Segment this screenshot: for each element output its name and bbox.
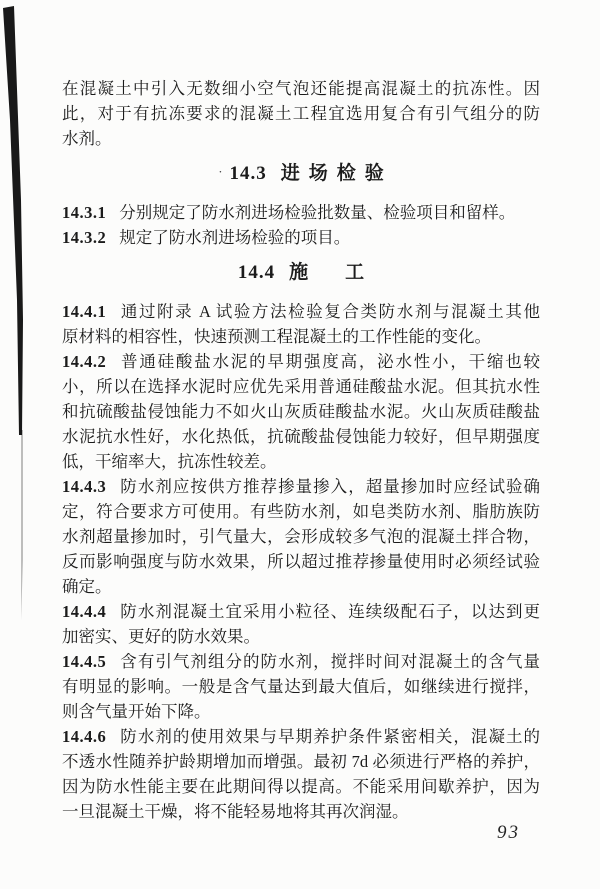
text-line — [62, 799, 540, 824]
clause-text: 原材料的相容性，快速预测工程混凝土的工作性能的变化。 — [62, 327, 491, 346]
section-heading — [62, 161, 540, 186]
clause-text: 此，对于有抗冻要求的混凝土工程宜选用复合有引气组分的防 — [62, 104, 540, 123]
clause-number: 14.4.1 — [62, 302, 107, 321]
text-line — [62, 126, 540, 151]
text-line — [62, 649, 540, 674]
clause-number: 14.4.3 — [62, 477, 107, 496]
clause-text: 防水剂的使用效果与早期养护条件紧密相关，混凝土的 — [119, 727, 540, 746]
clause-text: 反而影响强度与防水效果，所以超过推荐掺量使用时必须经试验 — [62, 552, 540, 571]
clause-text: 水剂超量掺加时，引气量大，会形成较多气泡的混凝土拌合物， — [62, 527, 540, 546]
text-line — [62, 749, 540, 774]
scan-dot-artifact: · — [218, 164, 223, 179]
scan-streak-shape — [3, 6, 23, 435]
section-title: 施 工 — [289, 262, 374, 283]
clause-number: 14.3.2 — [62, 228, 107, 247]
section-title: 进场检验 — [280, 163, 393, 184]
clause-text: 有明显的影响。一般是含气量达到最大值后，如继续进行搅拌， — [62, 677, 540, 696]
clause-text: 防水剂混凝土宜采用小粒径、连续级配石子，以达到更 — [119, 602, 540, 621]
text-line — [62, 474, 540, 499]
clause-text: 防水剂应按供方推荐掺量掺入，超量掺加时应经试验确 — [119, 477, 540, 496]
scan-binding-artifact — [0, 0, 30, 650]
text-line — [62, 225, 540, 250]
clause-number: 14.4.5 — [62, 652, 107, 671]
clause-number: 14.4.6 — [62, 727, 107, 746]
text-line — [62, 499, 540, 524]
clause-text: 普通硅酸盐水泥的早期强度高，泌水性小，干缩也较 — [119, 352, 540, 371]
clause-text: 含有引气剂组分的防水剂，搅拌时间对混凝土的含气量 — [119, 652, 540, 671]
text-line — [62, 324, 540, 349]
clause-text: 水剂。 — [62, 129, 112, 148]
clause-number: 14.3.1 — [62, 203, 107, 222]
text-line — [62, 774, 540, 799]
text-line — [62, 200, 540, 225]
clause-text: 不透水性随养护龄期增加而增强。最初 7d 必须进行严格的养护， — [62, 752, 540, 771]
text-line — [62, 524, 540, 549]
clause-text: 分别规定了防水剂进场检验批数量、检验项目和留样。 — [119, 203, 516, 222]
clause-text: 加密实、更好的防水效果。 — [62, 627, 260, 646]
text-line — [62, 349, 540, 374]
section-number: 14.4 — [237, 262, 276, 283]
clause-text: 在混凝土中引入无数细小空气泡还能提高混凝土的抗冻性。因 — [62, 79, 540, 98]
text-line — [62, 699, 540, 724]
text-line — [62, 599, 540, 624]
text-line — [62, 374, 540, 399]
text-line — [62, 624, 540, 649]
text-line — [62, 76, 540, 101]
text-line — [62, 299, 540, 324]
page-content — [62, 76, 540, 824]
section-number: 14.3 — [229, 163, 267, 184]
clause-text: 因为防水性能主要在此期间得以提高。不能采用间歇养护，因为 — [62, 777, 540, 796]
clause-text: 确定。 — [62, 577, 112, 596]
clause-text: 小，所以在选择水泥时应优先采用普通硅酸盐水泥。但其抗水性 — [62, 377, 540, 396]
text-line — [62, 724, 540, 749]
text-line — [62, 449, 540, 474]
text-line — [62, 399, 540, 424]
clause-number: 14.4.2 — [62, 352, 107, 371]
clause-text: 一旦混凝土干燥，将不能轻易地将其再次润湿。 — [62, 802, 409, 821]
clause-text: 则含气量开始下降。 — [62, 702, 211, 721]
text-line — [62, 549, 540, 574]
scan-streak-tail — [21, 430, 23, 620]
text-line — [62, 424, 540, 449]
clause-text: 低，干缩率大，抗冻性较差。 — [62, 452, 277, 471]
clause-number: 14.4.4 — [62, 602, 107, 621]
clause-text: 和抗硫酸盐侵蚀能力不如火山灰质硅酸盐水泥。火山灰质硅酸盐 — [62, 402, 540, 421]
page-number: 93 — [497, 822, 520, 843]
text-line — [62, 574, 540, 599]
text-line — [62, 674, 540, 699]
clause-text: 规定了防水剂进场检验的项目。 — [119, 228, 351, 247]
clause-text: 水泥抗水性好，水化热低，抗硫酸盐侵蚀能力较好，但早期强度 — [62, 427, 540, 446]
clause-text: 通过附录 A 试验方法检验复合类防水剂与混凝土其他 — [119, 302, 540, 321]
section-heading — [62, 260, 540, 285]
clause-text: 定，符合要求方可使用。有些防水剂，如皂类防水剂、脂肪族防 — [62, 502, 540, 521]
text-line — [62, 101, 540, 126]
